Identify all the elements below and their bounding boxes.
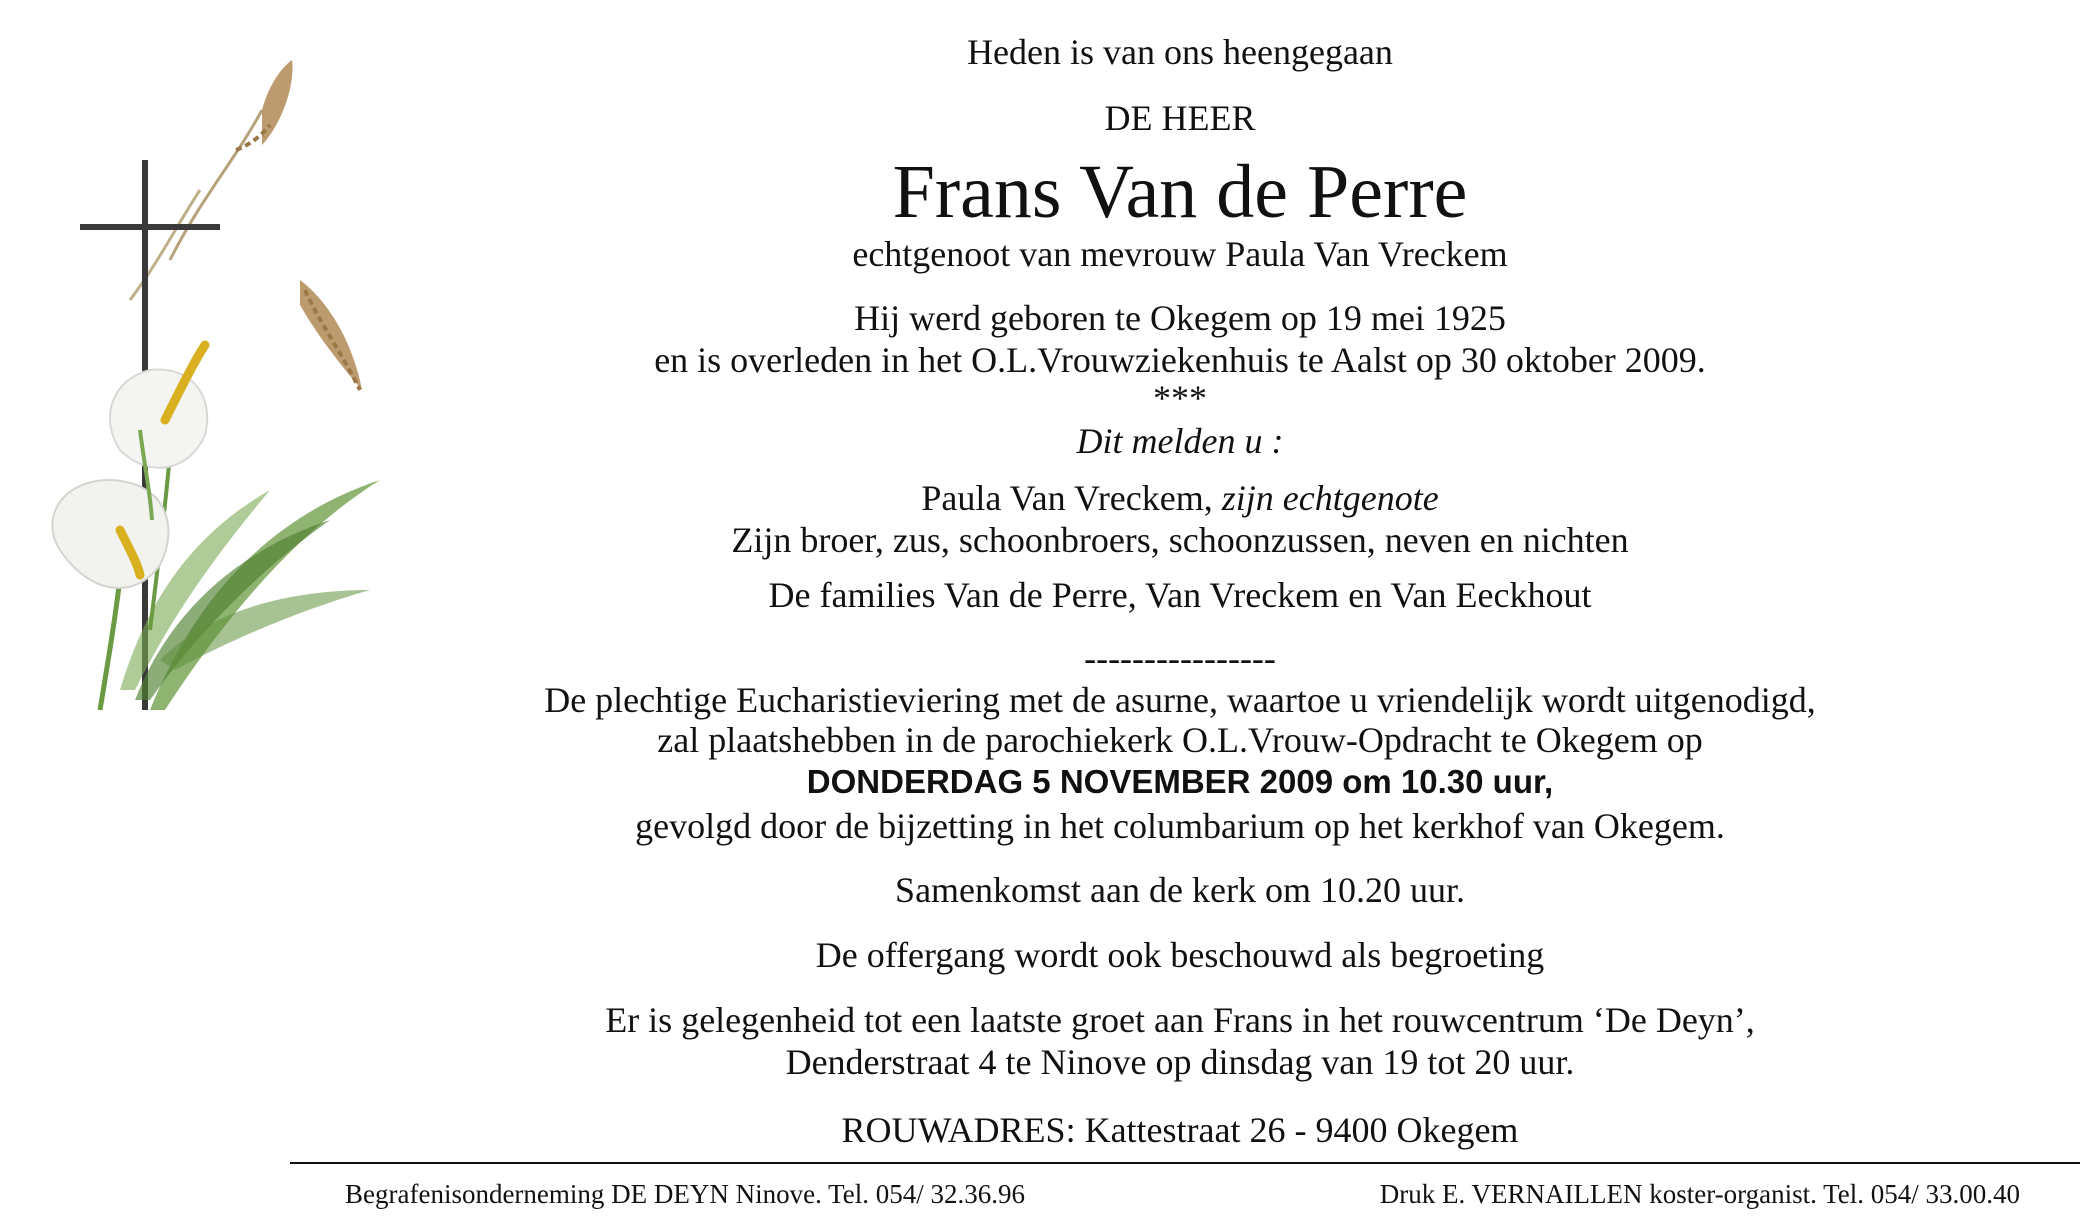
announcers-heading: Dit melden u : — [1076, 421, 1284, 461]
dash-separator: ---------------- — [1084, 638, 1276, 678]
intro-line: Heden is van ons heengegaan — [967, 32, 1393, 72]
deceased-name: Frans Van de Perre — [892, 150, 1468, 234]
stars-separator: *** — [1153, 378, 1207, 418]
viewing-line-1: Er is gelegenheid tot een laatste groet aan Frans in het rouwcentrum ‘De Deyn’, — [605, 1000, 1755, 1040]
offering-line: De offergang wordt ook beschouwd als begroeting — [815, 935, 1545, 975]
service-date: DONDERDAG 5 NOVEMBER 2009 om 10.30 uur, — [806, 763, 1554, 800]
announcer-families: De families Van de Perre, Van Vreckem en Van Eeckhout — [768, 575, 1592, 615]
announcer-spouse — [420, 478, 1940, 518]
calla-lily-icon — [52, 345, 207, 588]
gathering-line: Samenkomst aan de kerk om 10.20 uur. — [895, 870, 1465, 910]
spouse-line: echtgenoot van mevrouw Paula Van Vreckem — [852, 234, 1508, 274]
funeral-home-info: Begrafenisonderneming DE DEYN Ninove. Tel. 054/ 32.36.96 — [345, 1179, 1025, 1209]
footer-divider — [290, 1162, 2080, 1164]
announcer-spouse-role: zijn echtgenote — [1221, 478, 1439, 518]
service-line-3: gevolgd door de bijzetting in het columbarium op het kerkhof van Okegem. — [635, 806, 1725, 846]
service-line-2: zal plaatshebben in de parochiekerk O.L.Vrouw-Opdracht te Okegem op — [657, 720, 1703, 760]
printer-info: Druk E. VERNAILLEN koster-organist. Tel. 054/ 33.00.40 — [1379, 1179, 2020, 1209]
death-line: en is overleden in het O.L.Vrouwziekenhuis te Aalst op 30 oktober 2009. — [654, 340, 1706, 380]
honorific: DE HEER — [1104, 98, 1256, 138]
viewing-line-2: Denderstraat 4 te Ninove op dinsdag van 19 tot 20 uur. — [785, 1042, 1575, 1082]
service-line-1: De plechtige Eucharistieviering met de asurne, waartoe u vriendelijk wordt uitgenodigd, — [544, 680, 1816, 720]
mourning-address: ROUWADRES: Kattestraat 26 - 9400 Okegem — [841, 1110, 1519, 1150]
announcer-family: Zijn broer, zus, schoonbroers, schoonzussen, neven en nichten — [731, 520, 1629, 560]
announcer-spouse-name: Paula Van Vreckem, — [921, 478, 1222, 518]
birth-line: Hij werd geboren te Okegem op 19 mei 1925 — [854, 298, 1506, 338]
cross-lily-illustration — [0, 50, 400, 730]
